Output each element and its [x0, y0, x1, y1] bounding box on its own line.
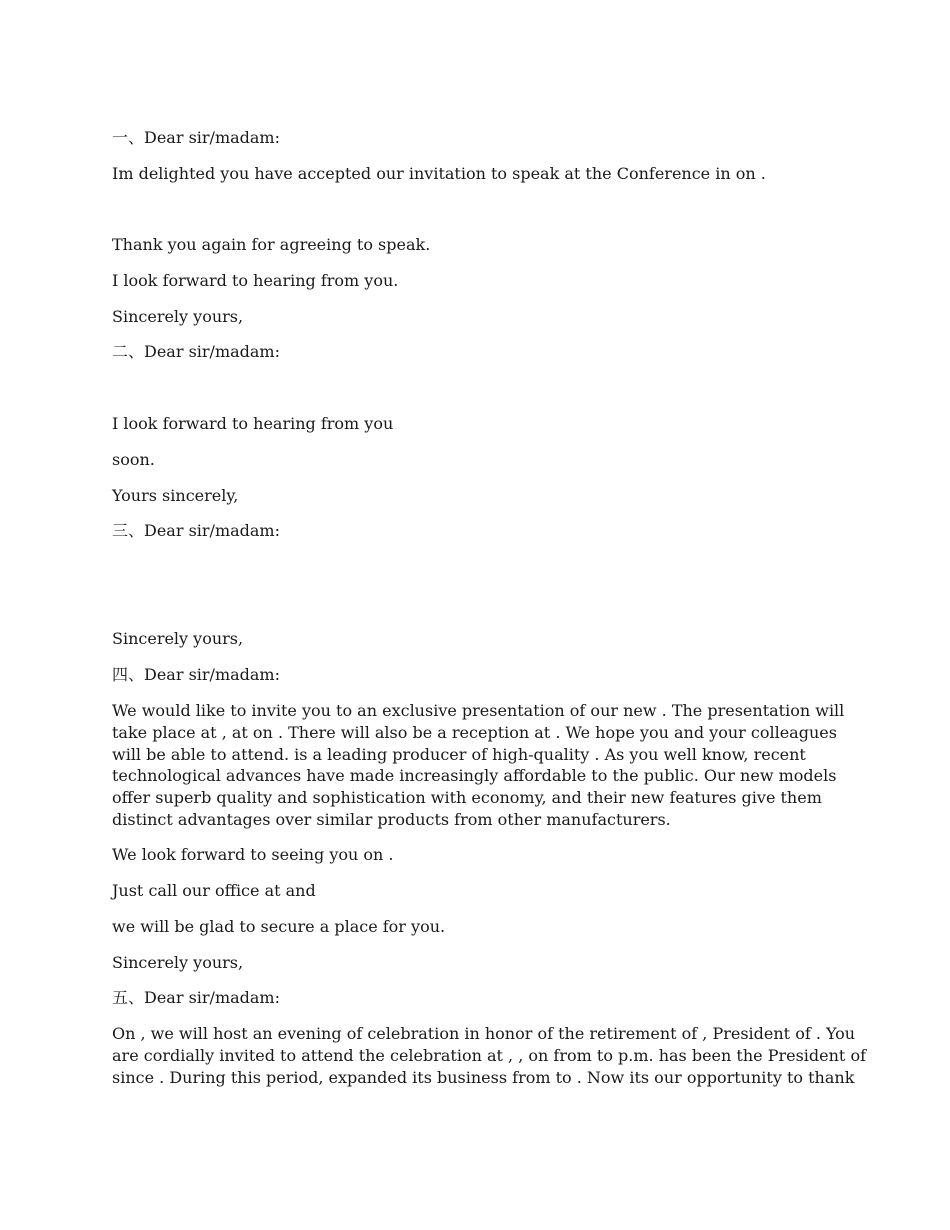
letter-4-body	[112, 700, 845, 831]
letter-4-body-line: offer superb quality and sophistication with economy, and their new features give them	[112, 788, 822, 808]
letter-4-body-line: technological advances have made increasingly affordable to the public. Our new models	[112, 766, 837, 786]
letter-4-body-line: distinct advantages over similar products from other manufacturers.	[112, 809, 671, 829]
letter-4-call: Just call our office at and	[112, 881, 316, 900]
letter-2-closing: Yours sincerely,	[112, 486, 239, 505]
letter-4-body-line: take place at , at on . There will also be a reception at . We hope you and your colleagues	[112, 722, 837, 742]
letter-2-greeting: 二、Dear sir/madam:	[112, 342, 280, 361]
letter-5-body-line: On , we will host an evening of celebration in honor of the retirement of , President of . You	[112, 1024, 856, 1043]
letter-5-greeting: 五、Dear sir/madam:	[112, 988, 280, 1007]
letter-1-closing: Sincerely yours,	[112, 307, 244, 326]
letter-3-closing: Sincerely yours,	[112, 629, 244, 648]
letter-4-closing: Sincerely yours,	[112, 953, 244, 972]
letter-5-body	[112, 1023, 866, 1088]
letter-3-greeting: 三、Dear sir/madam:	[112, 521, 280, 540]
letter-4-body-line: We would like to invite you to an exclusive presentation of our new . The presentation will	[112, 701, 845, 720]
letter-1-body: Im delighted you have accepted our invitation to speak at the Conference in on .	[112, 164, 766, 183]
letter-5-body-line: since . During this period, expanded its business from to . Now its our opportunity to thank	[112, 1067, 855, 1087]
letter-1-greeting: 一、Dear sir/madam:	[112, 128, 280, 147]
letter-5-body-line: are cordially invited to attend the celebration at , , on from to p.m. has been the President of	[112, 1045, 866, 1065]
letter-4-body-line: will be able to attend. is a leading producer of high-quality . As you well know, recent	[112, 744, 806, 764]
letter-1-thanks: Thank you again for agreeing to speak.	[112, 235, 431, 254]
letter-4-secure: we will be glad to secure a place for you.	[112, 917, 446, 936]
letter-4-look-forward: We look forward to seeing you on .	[112, 845, 394, 864]
letter-2-look-forward: I look forward to hearing from you	[112, 414, 394, 433]
letter-4-greeting: 四、Dear sir/madam:	[112, 665, 280, 684]
letter-2-soon: soon.	[112, 450, 155, 469]
letter-1-look-forward: I look forward to hearing from you.	[112, 271, 399, 290]
